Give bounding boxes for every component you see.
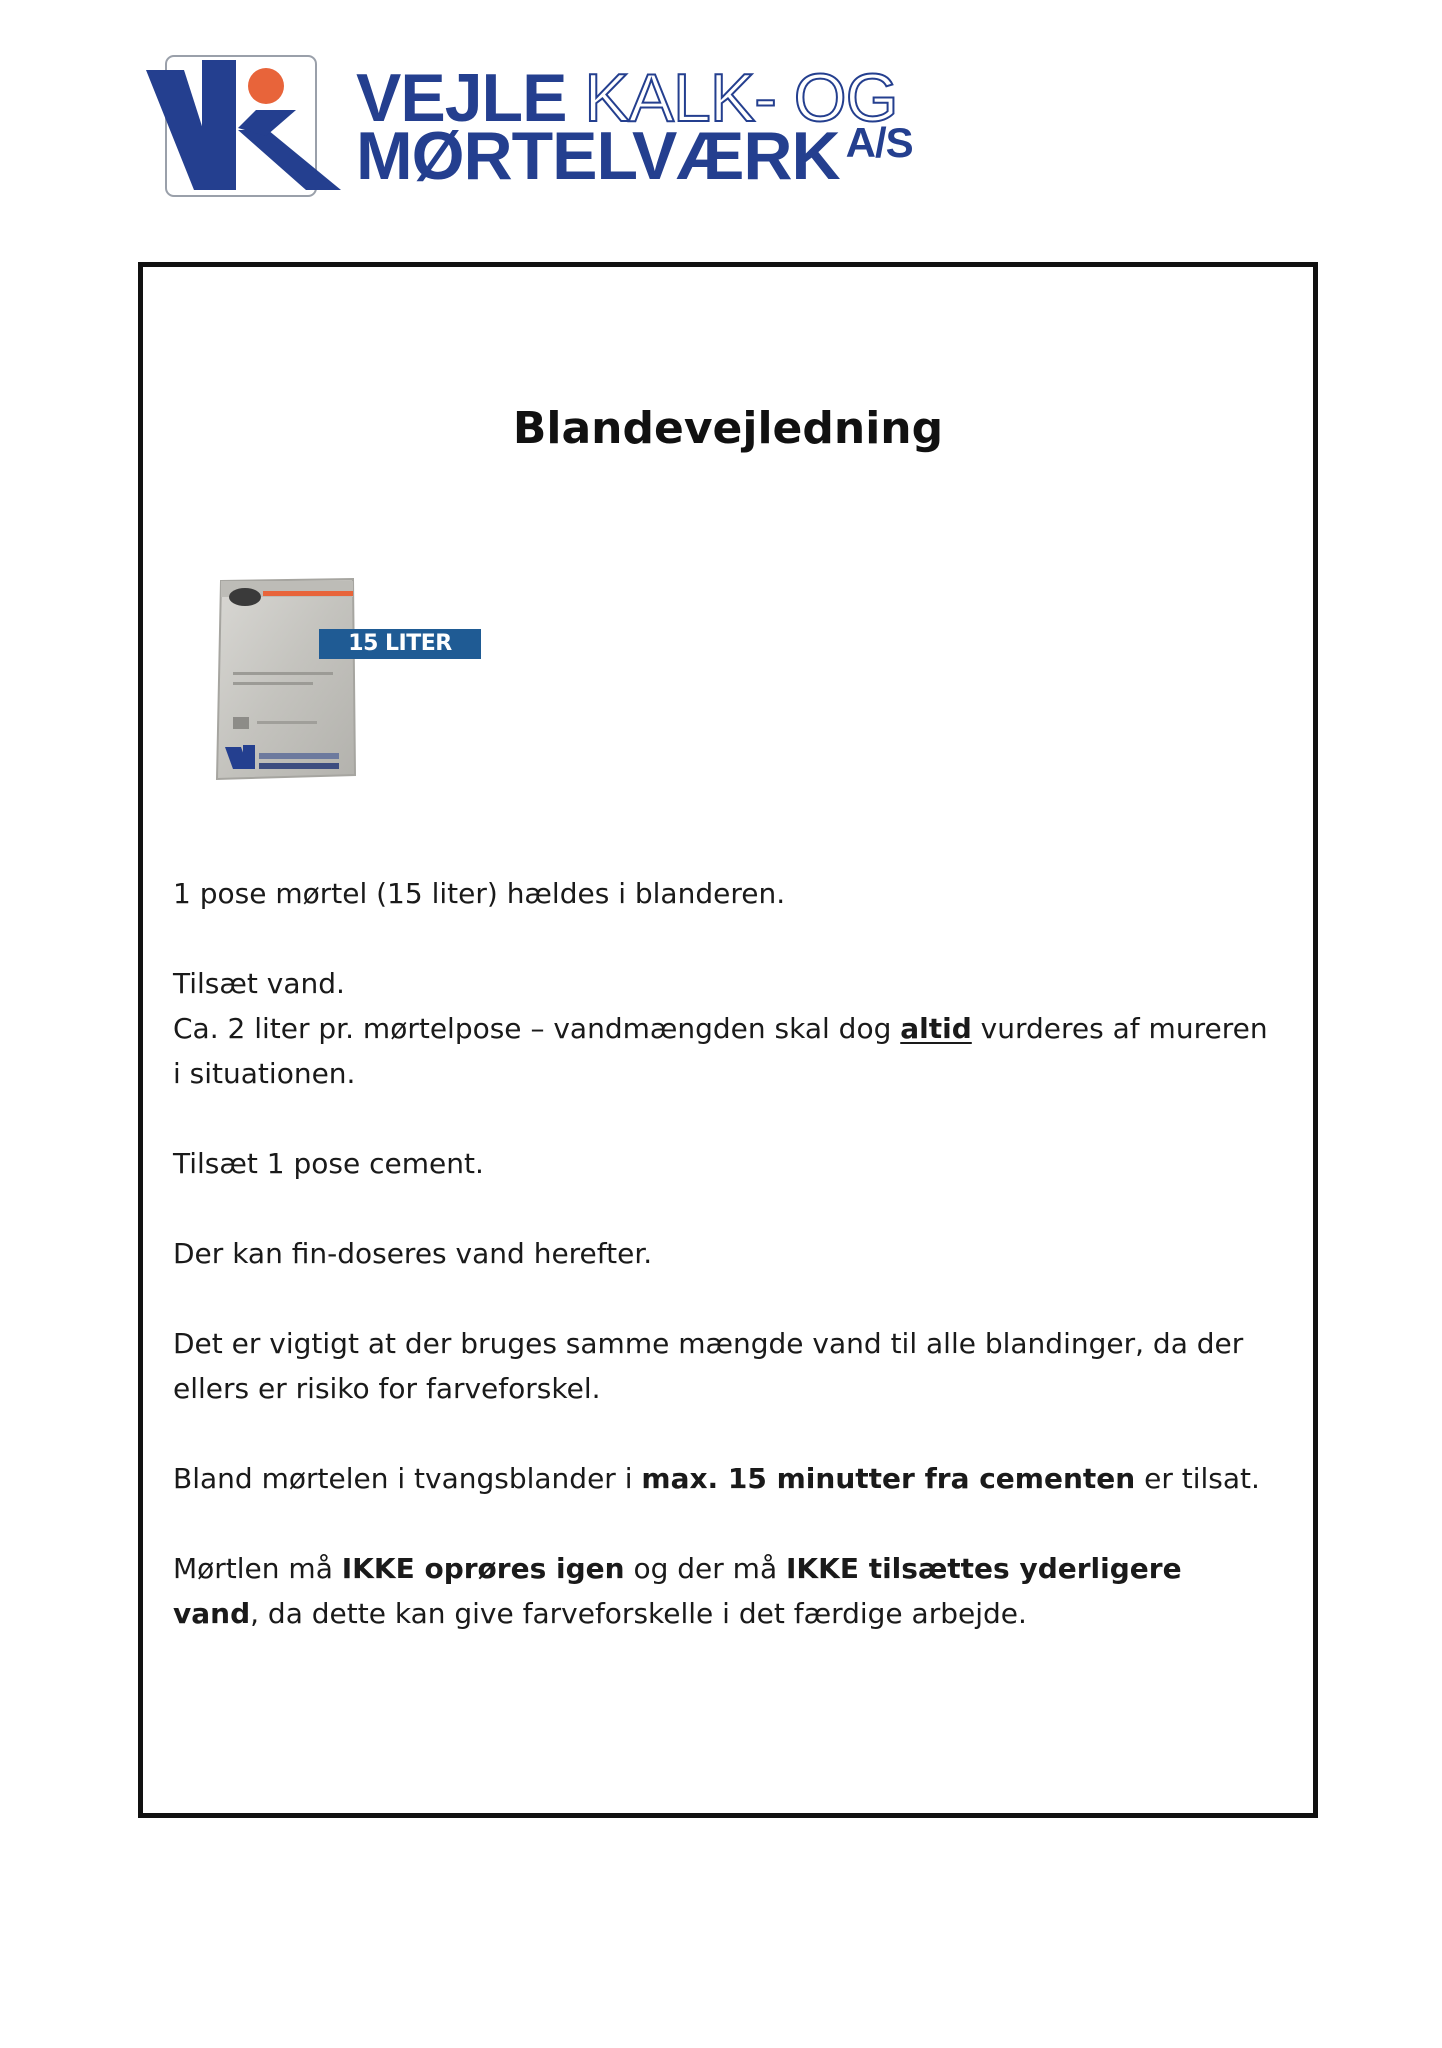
paragraph-2-line1: Tilsæt vand.	[173, 967, 345, 1000]
logo-word-vejle: VEJLE	[356, 60, 567, 136]
paragraph-7-bold-1: IKKE oprøres igen	[341, 1552, 625, 1585]
paragraph-6	[173, 1456, 1273, 1501]
paragraph-4	[173, 1231, 1273, 1276]
mortar-bag-icon	[213, 577, 423, 787]
logo-word-mortelvaerk: MØRTELVÆRK	[356, 118, 840, 194]
paragraph-6-bold: max. 15 minutter fra cementen	[641, 1462, 1136, 1495]
paragraph-5-text: Det er vigtigt at der bruges samme mængde vand til alle blandinger, da der ellers er risiko for farveforskel.	[173, 1327, 1244, 1405]
paragraph-2-text-pre: Ca. 2 liter pr. mørtelpose – vandmængden skal dog	[173, 1012, 901, 1045]
paragraph-1-text: 1 pose mørtel (15 liter) hældes i blanderen.	[173, 877, 786, 910]
paragraph-6-text-pre: Bland mørtelen i tvangsblander i	[173, 1462, 642, 1495]
paragraph-7-bold-2: IKKE tilsættes yderligere vand	[173, 1552, 1182, 1630]
product-bag-image	[213, 577, 452, 787]
paragraph-4-text: Der kan fin-doseres vand herefter.	[173, 1237, 653, 1270]
bag-volume-label: 15 LITER	[319, 629, 481, 659]
paragraph-2	[173, 961, 1273, 1096]
logo-suffix: A/S	[845, 119, 913, 166]
paragraph-7-text-mid: og der må	[624, 1552, 787, 1585]
paragraph-7-text-pre: Mørtlen må	[173, 1552, 342, 1585]
paragraph-3-text: Tilsæt 1 pose cement.	[173, 1147, 484, 1180]
company-logo	[146, 50, 913, 210]
logo-mark-icon	[146, 50, 356, 202]
logo-word-kalk-og: KALK- OG	[584, 60, 898, 136]
paragraph-2-emphasis: altid	[900, 1012, 972, 1045]
document-frame	[138, 262, 1318, 1818]
paragraph-6-text-post: er tilsat.	[1135, 1462, 1260, 1495]
paragraph-1	[173, 871, 1273, 916]
paragraph-7	[173, 1546, 1273, 1636]
paragraph-7-text-post: , da dette kan give farveforskelle i det færdige arbejde.	[250, 1597, 1027, 1630]
paragraph-5	[173, 1321, 1273, 1411]
document-title: Blandevejledning	[512, 403, 944, 454]
paragraph-3	[173, 1141, 1273, 1186]
instructions-body	[173, 871, 1273, 1681]
logo-wordmark-line2	[356, 118, 913, 194]
paragraph-2-text-post: vurderes af mureren i situationen.	[173, 1012, 1268, 1090]
